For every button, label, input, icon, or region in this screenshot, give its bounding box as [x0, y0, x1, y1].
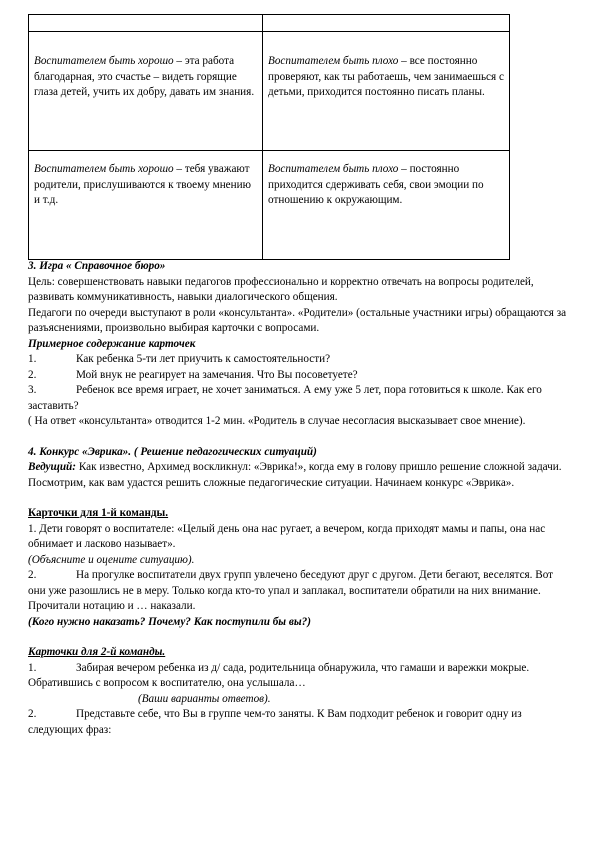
- cell-text: – постоянно приходится сдерживать себя, свои эмоции по отношению к окружающим.: [268, 163, 484, 207]
- list-item-text: Дети говорят о воспитателе: «Целый день она нас ругает, а вечером, когда приходят мамы и папы, она нас обнимает и ласково называет».: [28, 522, 546, 550]
- team-1-title: Карточки для 1-й команды.: [28, 507, 169, 519]
- list-item: [28, 352, 568, 368]
- good-bad-table: [28, 14, 510, 260]
- cell-lead: Воспитателем быть хорошо: [34, 163, 174, 175]
- list-item-text: Ребенок все время играет, не хочет заниматься. А ему уже 5 лет, пора готовиться к школе. Как его заставить?: [28, 384, 542, 412]
- game-3-goal: Цель: совершенствовать навыки педагогов профессионально и корректно отвечать на вопросы родителей, развивать коммуникативность, навыки диалогического общения.: [28, 275, 534, 303]
- cell-lead: Воспитателем быть плохо: [268, 55, 399, 67]
- table-header-row: [29, 15, 510, 32]
- list-item-text: Забирая вечером ребенка из д/ сада, родительница обнаружила, что гамаши и варежки мокрые. Обратившись с вопросом к воспитателю, она услышала…: [28, 661, 530, 689]
- table-row: [29, 151, 510, 260]
- game-3-note: ( На ответ «консультанта» отводится 1-2 мин. «Родитель в случае несогласия высказывает свое мнение).: [28, 415, 526, 427]
- game-3-title: 3. Игра « Справочное бюро»: [28, 260, 166, 272]
- cell-text: – эта работа благодарная, это счастье – видеть горящие глаза детей, учить их добру, давать им знания.: [34, 55, 255, 99]
- list-item-text: На прогулке воспитатели двух групп увлечено беседуют друг с другом. Дети бегают, веселятся. Вот они уже разошлись не в меру. Только когда кто-то упал и заплакал, воспитатели обратили на них внимание. Прочитали нотацию и … наказали.: [28, 569, 554, 612]
- list-item-number: 2.: [28, 368, 37, 381]
- team-2-item-2: [28, 707, 568, 738]
- cell-text: – тебя уважают родители, прислушиваются к твоему мнению и т.д.: [34, 163, 251, 207]
- table-cell-bad-2: [263, 151, 510, 260]
- spacer: [28, 630, 568, 645]
- list-item: [28, 368, 568, 384]
- spacer: [28, 491, 568, 506]
- list-item-number: 2.: [28, 708, 37, 720]
- team-2-item-1: [28, 661, 568, 692]
- list-item-text: Мой внук не реагирует на замечания. Что Вы посоветуете?: [76, 368, 358, 381]
- team-2-item-1-hint: (Ваши варианты ответов).: [138, 692, 271, 705]
- list-item-text: Представьте себе, что Вы в группе чем-то заняты. К Вам подходит ребенок и говорит одну из следующих фраз:: [28, 708, 522, 736]
- spacer: [28, 430, 568, 445]
- cell-lead: Воспитателем быть хорошо: [34, 55, 174, 67]
- table-cell-good-2: [29, 151, 263, 260]
- team-1-item-1: [28, 522, 568, 553]
- list-item: [28, 383, 568, 414]
- table-cell-bad-1: [263, 32, 510, 151]
- game-3-rules: Педагоги по очереди выступают в роли «консультанта». «Родители» (остальные участники игры) обращаются за разъяснениями, произвольно выбирая карточки с вопросами.: [28, 306, 567, 334]
- team-1-item-2: [28, 568, 568, 615]
- host-text: Как известно, Архимед воскликнул: «Эврика!», когда ему в голову пришло решение сложной задачи. Посмотрим, как вам удастся решить сложные педагогические ситуации. Начинаем конкурс «Эврика».: [28, 461, 562, 489]
- table-header-cell-left: [29, 15, 263, 32]
- list-item-number: 3.: [28, 384, 37, 396]
- host-paragraph: [28, 460, 568, 491]
- list-item-text: Как ребенка 5-ти лет приучить к самостоятельности?: [76, 353, 331, 365]
- team-1-item-1-hint: (Объясните и оцените ситуацию).: [28, 553, 195, 566]
- list-item-number: 2.: [28, 569, 37, 581]
- table-header-cell-right: [263, 15, 510, 32]
- list-item-number: 1.: [28, 522, 37, 535]
- team-2-title: Карточки для 2-й команды.: [28, 646, 166, 658]
- list-item-number: 1.: [28, 353, 37, 365]
- comparison-table: [28, 14, 510, 260]
- table-row: [29, 32, 510, 151]
- cards-content-title: Примерное содержание карточек: [28, 337, 196, 350]
- host-label: Ведущий:: [28, 461, 77, 473]
- contest-4-title: 4. Конкурс «Эврика». ( Решение педагогических ситуаций): [28, 445, 317, 458]
- document-body: [28, 259, 568, 738]
- team-1-item-2-hint: (Кого нужно наказать? Почему? Как поступили бы вы?): [28, 615, 311, 628]
- table-cell-good-1: [29, 32, 263, 151]
- cell-lead: Воспитателем быть плохо: [268, 163, 399, 175]
- list-item-number: 1.: [28, 661, 37, 674]
- cell-text: – все постоянно проверяют, как ты работаешь, чем занимаешься с детьми, приходится постоянно писать планы.: [268, 55, 504, 99]
